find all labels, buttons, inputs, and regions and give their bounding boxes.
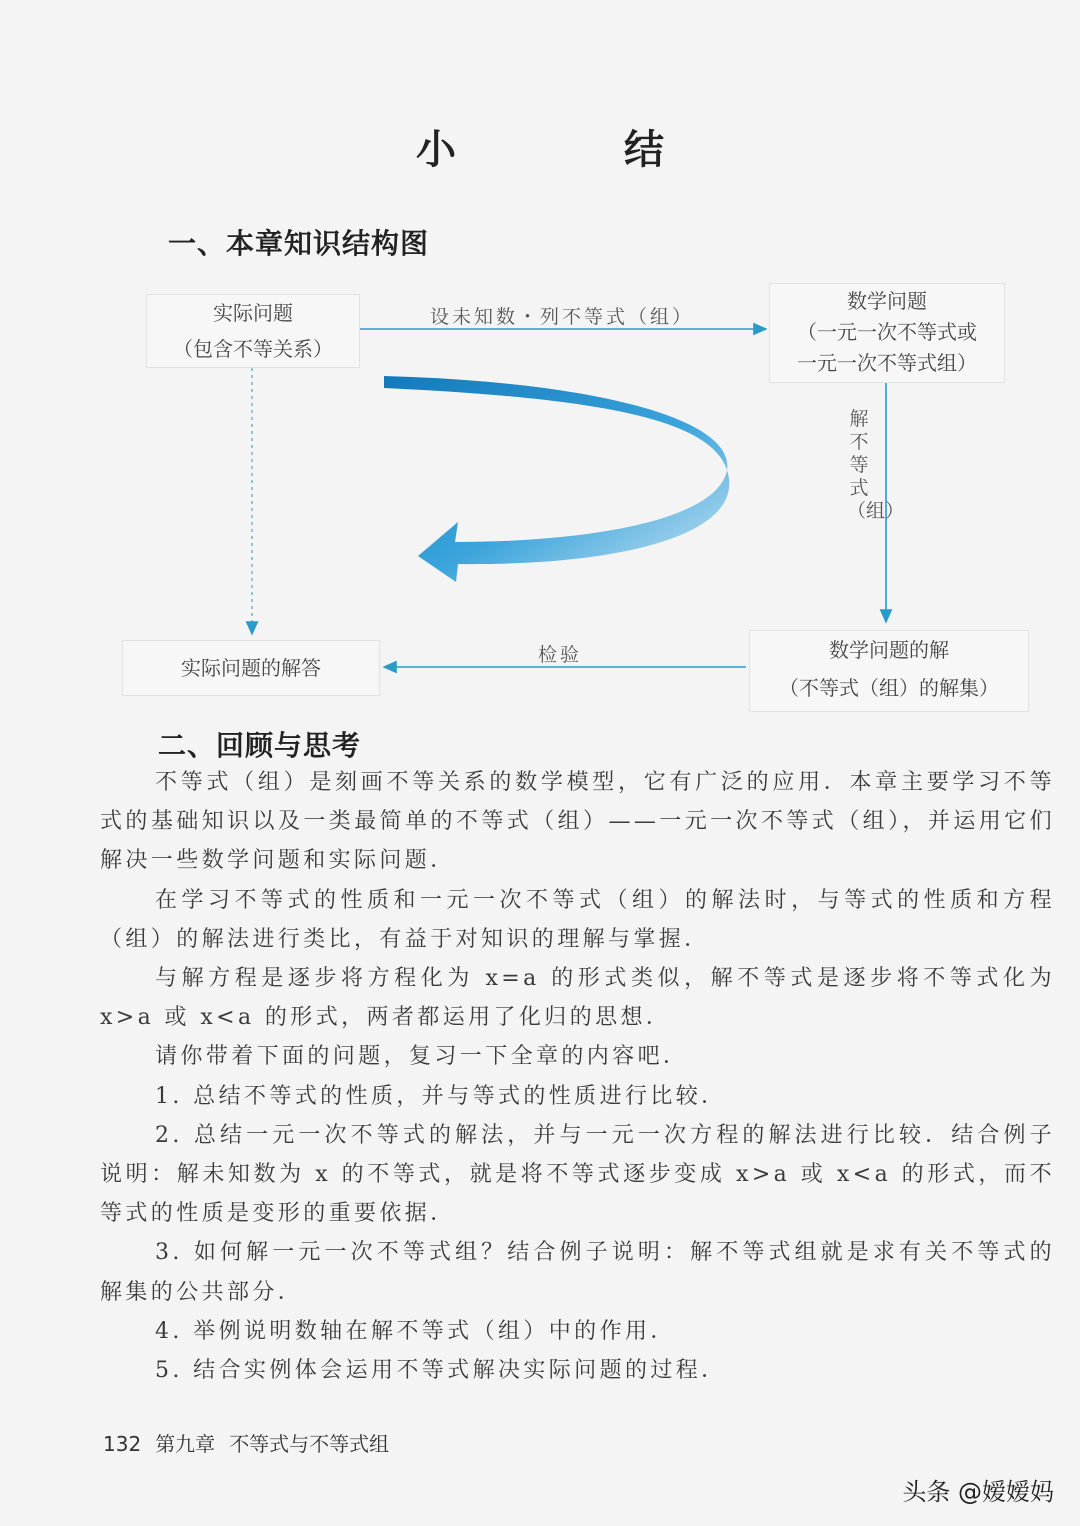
edge-label-check: 检验 (538, 644, 583, 666)
curved-arrow-icon (384, 376, 729, 582)
section-heading-review: 二、回顾与思考 (158, 729, 362, 762)
paragraph: 与解方程是逐步将方程化为 x=a 的形式类似，解不等式是逐步将不等式化为 x>a 或 x<a 的形式，两者都运用了化归的思想． (100, 966, 1055, 1031)
paragraph: 在学习不等式的性质和一元一次不等式（组）的解法时，与等式的性质和方程（组）的解法进行类比，有益于对知识的理解与掌握． (100, 887, 1055, 952)
page-footer (103, 1428, 403, 1457)
chapter-label: 第九章 (155, 1432, 216, 1456)
list-item: 5. 结合实例体会运用不等式解决实际问题的过程． (155, 1358, 727, 1384)
node-math-problem-line2: （一元一次不等式或 (797, 320, 977, 344)
list-item: 4. 举例说明数轴在解不等式（组）中的作用． (155, 1318, 676, 1344)
paragraph: 请你带着下面的问题，复习一下全章的内容吧． (155, 1044, 689, 1070)
node-math-problem-line3: 一元一次不等式组） (797, 351, 977, 375)
node-real-problem-subtitle: （包含不等关系） (173, 337, 333, 361)
page-title: 小 结 (416, 126, 728, 173)
node-math-solution-title: 数学问题的解 (829, 638, 949, 662)
node-math-solution (749, 630, 1029, 712)
watermark: 头条 @嫒嫒妈 (902, 1478, 1054, 1506)
node-real-answer-title: 实际问题的解答 (181, 656, 321, 680)
node-math-problem (769, 283, 1005, 383)
node-real-answer (122, 640, 380, 696)
paragraph: 不等式（组）是刻画不等关系的数学模型，它有广泛的应用．本章主要学习不等式的基础知识以及一类最简单的不等式（组）——一元一次不等式（组），并运用它们解决一些数学问题和实际问题． (100, 770, 1055, 874)
page-number: 132 (103, 1432, 142, 1456)
edge-label-set-unknown: 设未知数・列不等式（组） (430, 306, 695, 328)
node-math-problem-title: 数学问题 (847, 289, 927, 313)
edge-label-solve: 解不等式（组） (847, 408, 905, 522)
list-item: 2. 总结一元一次不等式的解法，并与一元一次方程的解法进行比较．结合例子说明：解未知数为 x 的不等式，就是将不等式逐步变成 x>a 或 x<a 的形式，而不等式的性质是变形的重要依据． (100, 1122, 1055, 1227)
node-math-solution-subtitle: （不等式（组）的解集） (779, 676, 999, 700)
section-heading-knowledge-map: 一、本章知识结构图 (168, 227, 430, 260)
node-real-problem-title: 实际问题 (213, 301, 293, 325)
review-body (100, 763, 1055, 1390)
list-item: 1. 总结不等式的性质，并与等式的性质进行比较． (155, 1083, 727, 1109)
chapter-title: 不等式与不等式组 (229, 1432, 390, 1456)
list-item: 3. 如何解一元一次不等式组？结合例子说明：解不等式组就是求有关不等式的解集的公共部分． (100, 1240, 1055, 1305)
node-real-problem (146, 294, 360, 368)
